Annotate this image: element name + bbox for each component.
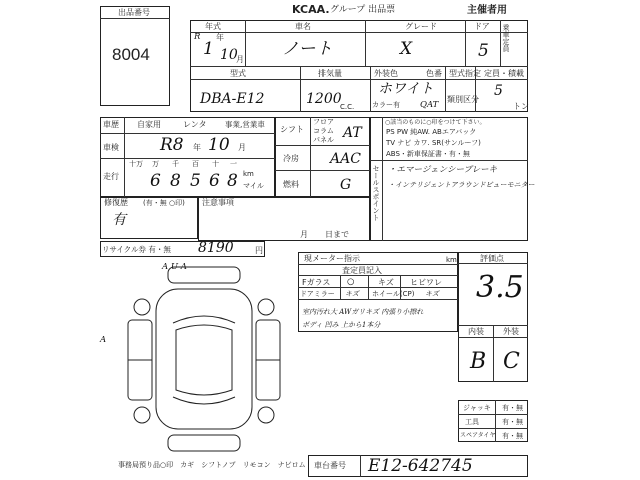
spare-tire-value: 有・無 (502, 432, 523, 440)
label-color-change: カラー有 (372, 101, 400, 109)
organizer-label: 主催者用 (467, 5, 507, 16)
label-car-name: 車名 (295, 22, 311, 31)
score-value: 3.5 (476, 270, 524, 305)
label-private: 自家用 (137, 120, 161, 129)
label-yen: 円 (255, 246, 263, 255)
remark-1: 室内汚れ大 AWガリキズ 内張り小擦れ (302, 308, 424, 316)
label-wheel: ホイール(CP) (372, 290, 415, 298)
label-column: コラム (313, 127, 334, 135)
digit-label-2: 千 (172, 160, 179, 168)
car-diagram (118, 265, 298, 465)
wheel-front-left (134, 299, 150, 315)
mileage-digit-4: 6 (209, 171, 220, 191)
wheel-rear-left (134, 407, 150, 423)
year-unit: 年 (216, 33, 224, 42)
shaken-era: R8 (160, 135, 184, 155)
recycle-value: 8190 (198, 240, 234, 256)
label-rental: レンタ (183, 120, 207, 129)
label-grade: グレード (405, 22, 437, 31)
model-value: DBA-E12 (200, 91, 265, 107)
sales-point-2: ・インテリジェントアラウンドビューモニター (388, 181, 535, 189)
remark-2: ボディ 凹み 上から1本分 (302, 321, 381, 329)
mileage-digit-3: 5 (190, 171, 201, 191)
digit-label-5: 一 (230, 160, 237, 168)
label-model: 型式 (230, 69, 246, 78)
color-code-value: QAT (420, 100, 439, 110)
label-repair: 修復歴 (104, 198, 128, 207)
shaken-year: 10 (208, 135, 230, 155)
damage-mark-left: A (100, 335, 107, 345)
label-ton: トン (513, 102, 529, 111)
options-line-2: TV ナビ カワ. SR(サンルーフ) (386, 139, 481, 147)
label-capacity: 定員・積載 (484, 69, 524, 78)
office-items: 事務局預り品○印 カギ シフトノブ リモコン ナビロム (118, 461, 306, 469)
label-deadline-month: 月 (300, 230, 308, 239)
label-interior: 内装 (468, 327, 484, 336)
label-form-type: 型式指定 (449, 69, 481, 78)
mileage-digit-5: 8 (227, 171, 238, 191)
label-doors: ドア (474, 22, 490, 31)
interior-score: B (470, 349, 487, 374)
car-roof-outline (176, 325, 232, 395)
label-staff-entry: 査定員記入 (342, 266, 382, 275)
label-exterior-color: 外装色 (374, 69, 398, 78)
kcaa-logo: KCAA. (292, 3, 330, 16)
sheet-title: グループ 出品票 (330, 5, 396, 15)
label-cooler: 冷房 (283, 154, 299, 163)
label-panel: パネル (313, 136, 334, 144)
label-business: 事業,営業車 (225, 120, 265, 129)
year-era: R (194, 32, 201, 42)
digit-label-4: 十 (212, 160, 219, 168)
car-rear-window (173, 397, 235, 404)
label-sales-point: セールスポイント (372, 165, 380, 221)
label-spare-tire: スペアタイヤ (460, 432, 496, 439)
label-shift: シフト (280, 125, 304, 134)
label-floor: フロア (313, 118, 334, 126)
label-recycle: リサイクル券 有・無 (102, 245, 171, 254)
label-f-glass: Fガラス (302, 278, 331, 287)
digit-label-1: 万 (152, 160, 159, 168)
digit-label-0: 十万 (129, 160, 143, 168)
label-history: 車歴 (103, 120, 119, 129)
shift-value: AT (343, 125, 362, 141)
mileage-digit-2: 8 (170, 171, 181, 191)
label-deadline-day: 日まで (325, 230, 349, 239)
options-line-1: PS PW 純AW. ABエアバック (386, 128, 477, 136)
tools-value: 有・無 (502, 418, 523, 426)
label-exterior: 外装 (503, 327, 519, 336)
label-year: 年式 (205, 22, 221, 31)
label-mileage: 走行 (103, 172, 119, 181)
jack-value: 有・無 (502, 404, 523, 412)
exterior-color-value: ホワイト (378, 81, 434, 97)
label-crack: ヒビワレ (410, 278, 442, 287)
label-tools: 工具 (465, 418, 479, 426)
month-value: 10 (220, 47, 238, 63)
label-cc: C.C. (340, 103, 355, 111)
label-meter-km: km (446, 256, 457, 264)
label-shaken: 車検 (103, 143, 119, 152)
rear-bumper-outline (168, 435, 240, 451)
displacement-value: 1200 (306, 91, 342, 107)
label-category: 類別区分 (447, 95, 479, 104)
label-color-no: 色番 (426, 69, 442, 78)
options-line-3: ABS・新車保証書・有・無 (386, 150, 470, 158)
capacity-value: 5 (494, 83, 503, 99)
label-scratch: キズ (378, 278, 394, 287)
year-value: 1 (203, 39, 214, 59)
label-door-mirror: ドアミラー (300, 290, 335, 298)
lot-label: 出品番号 (118, 8, 150, 17)
car-windshield (173, 316, 235, 323)
lot-number: 8004 (112, 45, 150, 64)
label-displacement: 排気量 (318, 69, 342, 78)
wheel-rear-right (258, 407, 274, 423)
shaken-month-unit: 月 (238, 143, 246, 152)
mileage-digit-1: 6 (150, 171, 161, 191)
exterior-score: C (503, 349, 520, 374)
repair-value: 有 (112, 212, 126, 228)
shaken-year-unit: 年 (193, 143, 201, 152)
mirror-mark: キズ (345, 290, 359, 298)
sales-point-1: ・エマージェンシーブレーキ (388, 165, 498, 175)
cooler-value: AAC (330, 151, 361, 167)
glass-mark: ○ (347, 277, 355, 287)
label-km: km (243, 170, 254, 178)
label-chassis: 車台番号 (314, 461, 346, 470)
wheel-front-right (258, 299, 274, 315)
label-caution: 注意事項 (202, 198, 234, 207)
label-meter: 現メーター指示 (304, 254, 360, 263)
grade-value: X (400, 39, 413, 59)
car-body-outline (156, 289, 252, 429)
repair-note: (有・無 ○印) (143, 199, 185, 207)
doors-value: 5 (478, 41, 489, 61)
wheel-mark: キズ (425, 290, 439, 298)
month-unit: 月 (236, 55, 244, 64)
chassis-number: E12-642745 (368, 456, 473, 476)
options-note: ○該当のものに○印をつけて下さい。 (385, 119, 486, 126)
label-mile: マイル (243, 182, 264, 190)
car-name-value: ノート (282, 39, 333, 59)
label-score: 評価点 (480, 254, 504, 263)
damage-mark-top: A U A (162, 262, 187, 272)
digit-label-3: 百 (192, 160, 199, 168)
label-fuel: 燃料 (283, 180, 299, 189)
label-jack: ジャッキ (463, 404, 491, 412)
label-seats: 乗車定員 (502, 24, 510, 52)
fuel-value: G (340, 177, 352, 193)
